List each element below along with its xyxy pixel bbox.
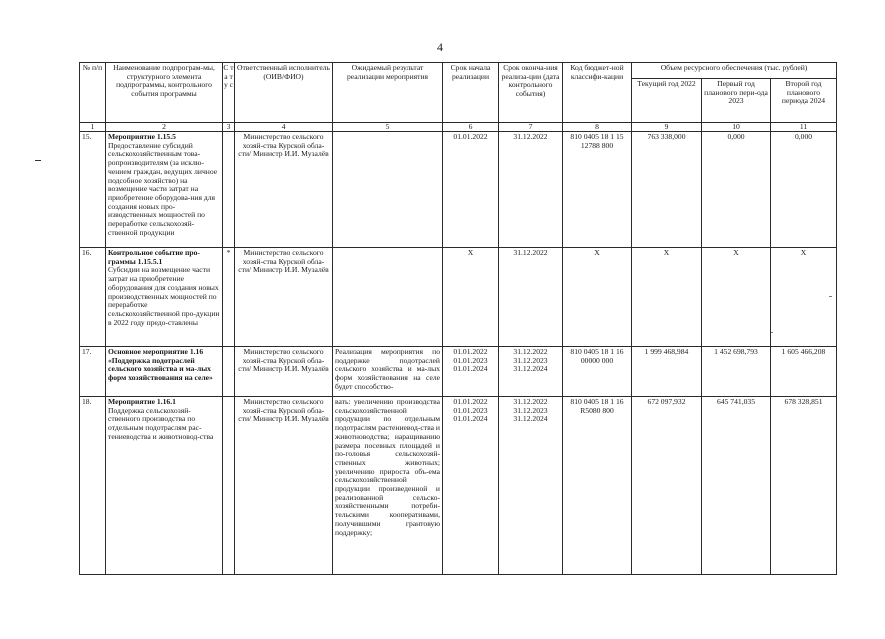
row-end: 31.12.2022 31.12.2023 31.12.2024 xyxy=(499,347,563,397)
row-status: * xyxy=(223,248,235,347)
index-cell: 1 xyxy=(80,123,106,132)
row-start: 01.01.2022 01.01.2023 01.01.2024 xyxy=(443,347,499,397)
header-start: Срок начала реализации xyxy=(443,63,499,123)
row-year-first: 0,000 xyxy=(702,132,771,248)
row-num: 17. xyxy=(80,347,106,397)
table-row xyxy=(80,347,837,397)
row-year-second: 678 328,851 xyxy=(771,397,837,575)
header-end: Срок оконча-ния реализа-ции (дата контрольного события) xyxy=(499,63,563,123)
row-year-first: X xyxy=(702,248,771,347)
row-year-current: X xyxy=(632,248,702,347)
row-name-title: Мероприятие 1.16.1 xyxy=(108,397,176,406)
row-year-second: X xyxy=(771,248,837,347)
row-year-first: 645 741,035 xyxy=(702,397,771,575)
row-start: 01.01.2022 xyxy=(443,132,499,248)
row-end: 31.12.2022 xyxy=(499,132,563,248)
row-name-text: Поддержка сельскохозяй-ственного производства по отдельным подотраслям рас-тениеводства и животновод-ства xyxy=(108,405,214,441)
row-status xyxy=(223,132,235,248)
table-row xyxy=(80,397,837,575)
header-year-current: Текущий год 2022 xyxy=(632,79,702,123)
row-year-first: 1 452 698,793 xyxy=(702,347,771,397)
header-status: С т а т у с xyxy=(223,63,235,123)
index-cell: 6 xyxy=(443,123,499,132)
index-cell: 8 xyxy=(563,123,632,132)
row-name-title: Основное мероприятие 1.16 «Поддержка подотраслей сельского хозяйства и ма-лых форм хозяйствования на селе» xyxy=(106,347,223,397)
header-num: № п/п xyxy=(80,63,106,123)
row-name-title: Контрольное событие про-граммы 1.15.5.1 xyxy=(108,248,200,266)
header-volume: Объем ресурсного обеспечения (тыс. рублей) xyxy=(632,63,837,79)
resource-table xyxy=(79,62,837,575)
row-code: 810 0405 18 1 15 12788 800 xyxy=(563,132,632,248)
row-year-second: 0,000 xyxy=(771,132,837,248)
row-name xyxy=(106,397,223,575)
index-cell: 7 xyxy=(499,123,563,132)
index-cell: 5 xyxy=(333,123,443,132)
row-year-current: 1 999 468,984 xyxy=(632,347,702,397)
row-start: X xyxy=(443,248,499,347)
row-name xyxy=(106,248,223,347)
header-year-first: Первый год планового пери-ода 2023 xyxy=(702,79,771,123)
row-num: 18. xyxy=(80,397,106,575)
index-cell: 9 xyxy=(632,123,702,132)
header-name: Наименование подпрограм-мы, структурного элемента подпрограммы, контрольного события программы xyxy=(106,63,223,123)
row-year-second: 1 605 466,208 xyxy=(771,347,837,397)
row-start: 01.01.2022 01.01.2023 01.01.2024 xyxy=(443,397,499,575)
row-name-text: Субсидии на возмещение части затрат на приобретение оборудования для создания новых производственных мощностей по переработке сельскохозяйственной про-дукции в 2022 году предо-ставлены xyxy=(108,265,220,327)
row-result xyxy=(333,248,443,347)
header-code: Код бюджет-ной классифи-кации xyxy=(563,63,632,123)
row-name-text: Предоставление субсидий сельскохозяйственным това-ропроизводителям (за исклю-чением граждан, ведущих личное подсобное хозяйство) на возмещение части затрат на приобретение оборудова-ния для создания новых про-изводственных мощностей по переработке сельскохозяй-ственной продукции xyxy=(108,140,218,237)
table-row xyxy=(80,132,837,248)
row-responsible: Министерство сельского хозяй-ства Курской обла-сти/ Министр И.И. Музалёв xyxy=(235,132,333,248)
header-year-second: Второй год планового периода 2024 xyxy=(771,79,837,123)
margin-mark xyxy=(35,160,41,161)
row-code: X xyxy=(563,248,632,347)
index-cell: 10 xyxy=(702,123,771,132)
index-cell: 3 xyxy=(223,123,235,132)
row-year-current: 672 097,932 xyxy=(632,397,702,575)
row-year-current: 763 338,000 xyxy=(632,132,702,248)
header-responsible: Ответственный исполнитель (ОИВ/ФИО) xyxy=(235,63,333,123)
index-cell: 11 xyxy=(771,123,837,132)
row-result: Реализация мероприятия по поддержке подотраслей сельского хозяйства и ма-лых форм хозяйствования на селе будет способство- xyxy=(333,347,443,397)
row-responsible: Министерство сельского хозяй-ства Курской обла-сти/ Министр И.И. Музалёв xyxy=(235,397,333,575)
row-responsible: Министерство сельского хозяй-ства Курской обла-сти/ Министр И.И. Музалёв xyxy=(235,347,333,397)
index-cell: 4 xyxy=(235,123,333,132)
row-end: 31.12.2022 31.12.2023 31.12.2024 xyxy=(499,397,563,575)
row-num: 16. xyxy=(80,248,106,347)
page-number: 4 xyxy=(437,40,443,54)
row-name-title: Мероприятие 1.15.5 xyxy=(108,132,176,141)
index-cell: 2 xyxy=(106,123,223,132)
row-responsible: Министерство сельского хозяй-ства Курской обла-сти/ Министр И.И. Музалёв xyxy=(235,248,333,347)
row-status xyxy=(223,347,235,397)
row-result xyxy=(333,132,443,248)
row-code: 810 0405 18 1 16 00000 000 xyxy=(563,347,632,397)
row-status xyxy=(223,397,235,575)
row-result: вать: увеличению производства сельскохозяйственной продукции по отдельным подотраслям растениевод-ства и животноводства; наращиванию размера посевных площадей и по-головья сельскохозяй-ственных животных; увеличению прироста объ-ема сельскохозяйственной продукции произведенной и реализованной сельско-хозяйственными потреби-тельскими кооперативами, получившими грантовую поддержку; xyxy=(333,397,443,575)
header-result: Ожидаемый результат реализации мероприятия xyxy=(333,63,443,123)
row-code: 810 0405 18 1 16 R5080 800 xyxy=(563,397,632,575)
table-row xyxy=(80,248,837,347)
row-name xyxy=(106,132,223,248)
row-num: 15. xyxy=(80,132,106,248)
row-end: 31.12.2022 xyxy=(499,248,563,347)
